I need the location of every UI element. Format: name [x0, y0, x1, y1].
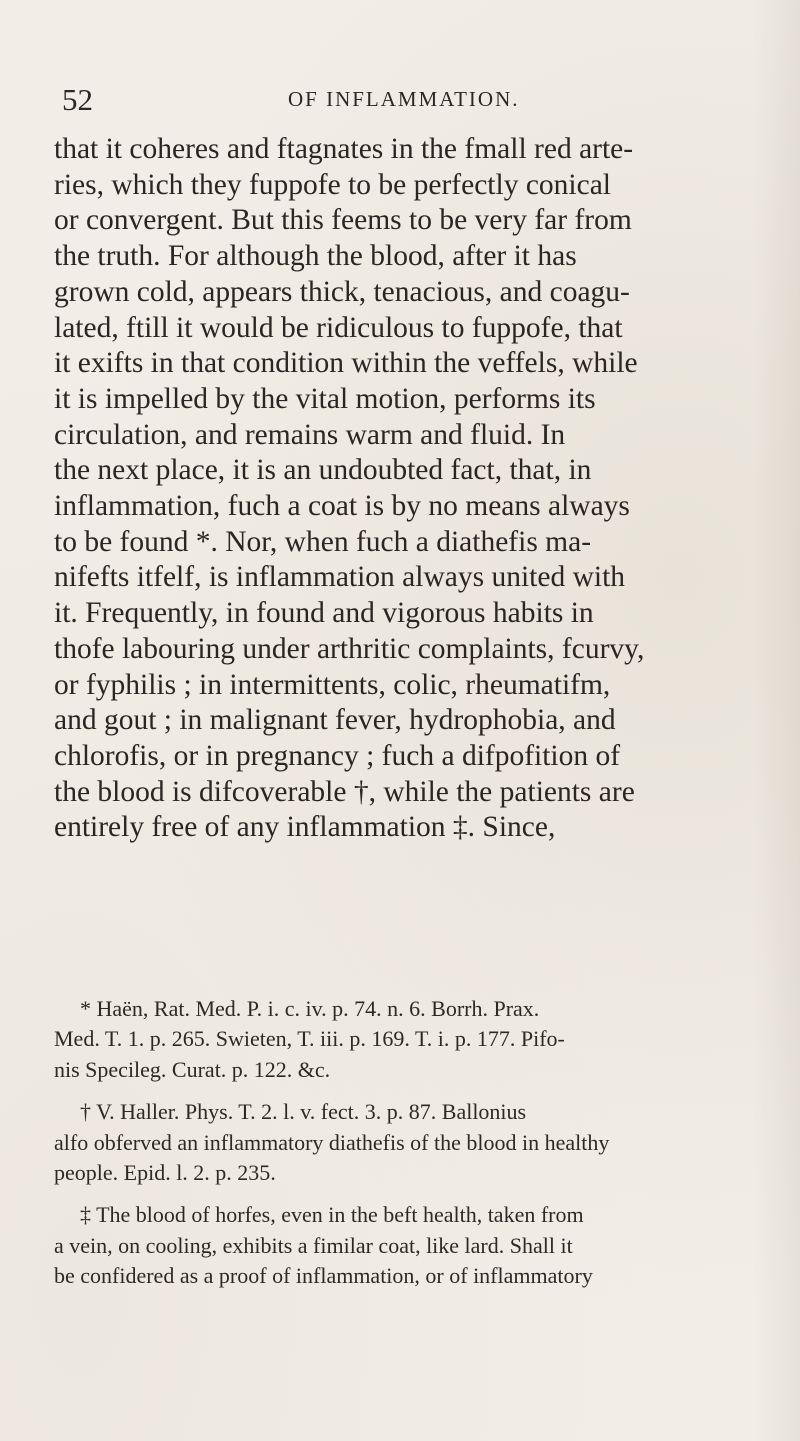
body-line: the truth. For although the blood, after it has: [54, 240, 577, 273]
body-line: or fyphilis ; in intermittents, colic, rheumatifm,: [54, 668, 611, 701]
body-line: ries, which they fuppofe to be perfectly conical: [54, 168, 611, 201]
body-line: it is impelled by the vital motion, performs its: [54, 382, 596, 415]
body-line: the next place, it is an undoubted fact, that, in: [54, 454, 592, 487]
body-line: nifefts itfelf, is inflammation always united with: [54, 561, 626, 594]
footnote-dagger: [54, 1097, 770, 1188]
footnote-double-dagger: [54, 1200, 770, 1291]
body-line: to be found *. Nor, when fuch a diathefis ma-: [54, 525, 592, 558]
page-edge-shadow: [752, 0, 800, 1441]
body-line: entirely free of any inflammation ‡. Since,: [54, 811, 556, 844]
body-line: it. Frequently, in found and vigorous habits in: [54, 597, 594, 630]
body-line: it exifts in that condition within the veffels, while: [54, 347, 638, 380]
body-line: grown cold, appears thick, tenacious, and coagu-: [54, 275, 630, 308]
body-line: that it coheres and ftagnates in the fmall red arte-: [54, 133, 634, 165]
body-line: thofe labouring under arthritic complaints, fcurvy,: [54, 632, 645, 665]
footnote-line: nis Specileg. Curat. p. 122. &c.: [54, 1056, 331, 1082]
footnote-line: people. Epid. l. 2. p. 235.: [54, 1160, 276, 1186]
body-line: lated, ftill it would be ridiculous to fuppofe, that: [54, 311, 623, 344]
footnote-line: a vein, on cooling, exhibits a fimilar coat, like lard. Shall it: [54, 1232, 573, 1258]
footnote-line: Med. T. 1. p. 265. Swieten, T. iii. p. 169. T. i. p. 177. Pifo-: [54, 1026, 565, 1052]
body-line: chlorofis, or in pregnancy ; fuch a difpofition of: [54, 739, 621, 772]
page-header: [62, 78, 752, 118]
body-line: inflammation, fuch a coat is by no means always: [54, 490, 630, 523]
running-head: OF INFLAMMATION.: [288, 87, 520, 111]
body-paragraph: [54, 132, 764, 846]
footnote-line: alfo obferved an inflammatory diathefis of the blood in healthy: [54, 1129, 610, 1155]
page-number: 52: [62, 82, 93, 117]
footnote-asterisk: [54, 994, 770, 1085]
footnote-line: ‡ The blood of horfes, even in the beft health, taken from: [80, 1202, 584, 1228]
body-line: and gout ; in malignant fever, hydrophobia, and: [54, 704, 616, 737]
footnote-line: * Haën, Rat. Med. P. i. c. iv. p. 74. n. 6. Borrh. Prax.: [80, 996, 540, 1021]
body-line: circulation, and remains warm and fluid. In: [54, 418, 566, 451]
footnote-line: † V. Haller. Phys. T. 2. l. v. fect. 3. p. 87. Ballonius: [80, 1099, 527, 1125]
body-line: or convergent. But this feems to be very far from: [54, 204, 632, 237]
footnote-line: be confidered as a proof of inflammation, or of inflammatory: [54, 1263, 593, 1289]
body-line: the blood is difcoverable †, while the patients are: [54, 775, 635, 808]
footnotes: [54, 994, 770, 1304]
